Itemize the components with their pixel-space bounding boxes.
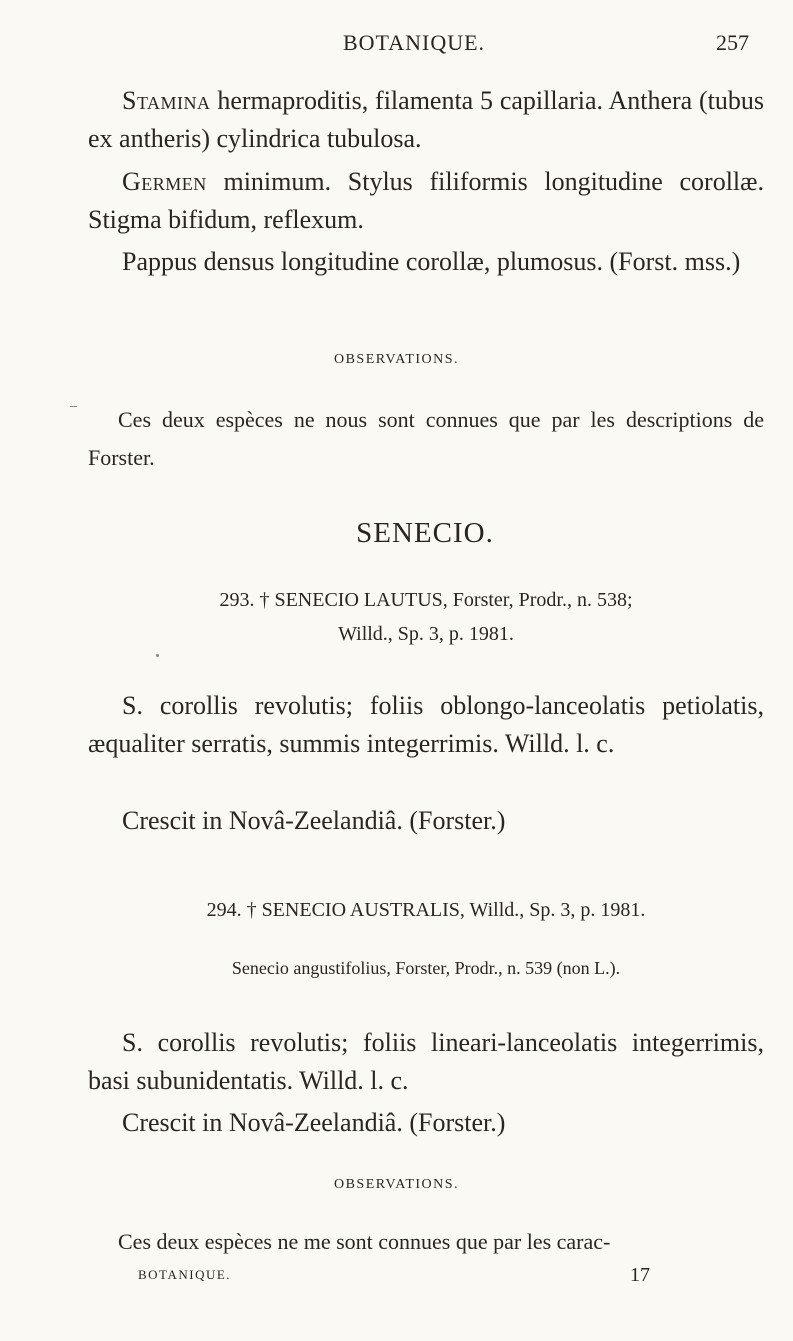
observations-heading-2: OBSERVATIONS. <box>333 1177 460 1192</box>
species-294-synonym: Senecio angustifolius, Forster, Prodr., n. 539 (non L.). <box>231 958 621 978</box>
species-293-title <box>88 583 764 651</box>
observations-text-2: Ces deux espèces ne me sont connues que par les carac- <box>118 1229 611 1254</box>
species-293-title-line1: 293. † SENECIO LAUTUS, Forster, Prodr., n. 538; <box>219 589 633 611</box>
page-number: 257 <box>716 30 749 55</box>
stamina-text: hermaproditis, filamenta 5 capillaria. Anthera (tubus ex antheris) cylindrica tubulosa. <box>88 86 764 153</box>
germen-label: Germen <box>122 167 207 196</box>
germen-paragraph <box>88 163 764 239</box>
stamina-label: Stamina <box>122 86 211 115</box>
stray-dot <box>156 654 159 657</box>
species-294-title: 294. † SENECIO AUSTRALIS, Willd., Sp. 3, p. 1981. <box>206 899 646 921</box>
signature-mark: BOTANIQUE. <box>138 1267 232 1282</box>
observations-text: Ces deux espèces ne nous sont connues que par les descriptions de Forster. <box>88 407 764 470</box>
species-294-diagnosis: S. corollis revolutis; foliis lineari-lanceolatis integerrimis, basi subunidentatis. Willd. l. c. <box>88 1028 764 1095</box>
germen-text: minimum. Stylus filiformis longitudine corollæ. Stigma bifidum, reflexum. <box>88 167 764 234</box>
pappus-paragraph: Pappus densus longitudine corollæ, plumosus. (Forst. mss.) <box>122 247 741 276</box>
observations-heading: OBSERVATIONS. <box>333 352 460 367</box>
species-293-title-line2: Willd., Sp. 3, p. 1981. <box>338 623 514 645</box>
sheet-number: 17 <box>630 1264 650 1286</box>
genus-heading: SENECIO. <box>356 517 494 549</box>
species-293-habitat: Crescit in Novâ-Zeelandiâ. (Forster.) <box>122 806 506 835</box>
species-294-habitat: Crescit in Novâ-Zeelandiâ. (Forster.) <box>122 1108 506 1137</box>
running-title: BOTANIQUE. <box>343 30 486 55</box>
species-293-diagnosis: S. corollis revolutis; foliis oblongo-lanceolatis petiolatis, æqualiter serratis, summis integerrimis. Willd. l. c. <box>88 691 764 758</box>
stamina-paragraph <box>88 82 764 158</box>
stray-mark <box>70 406 77 407</box>
